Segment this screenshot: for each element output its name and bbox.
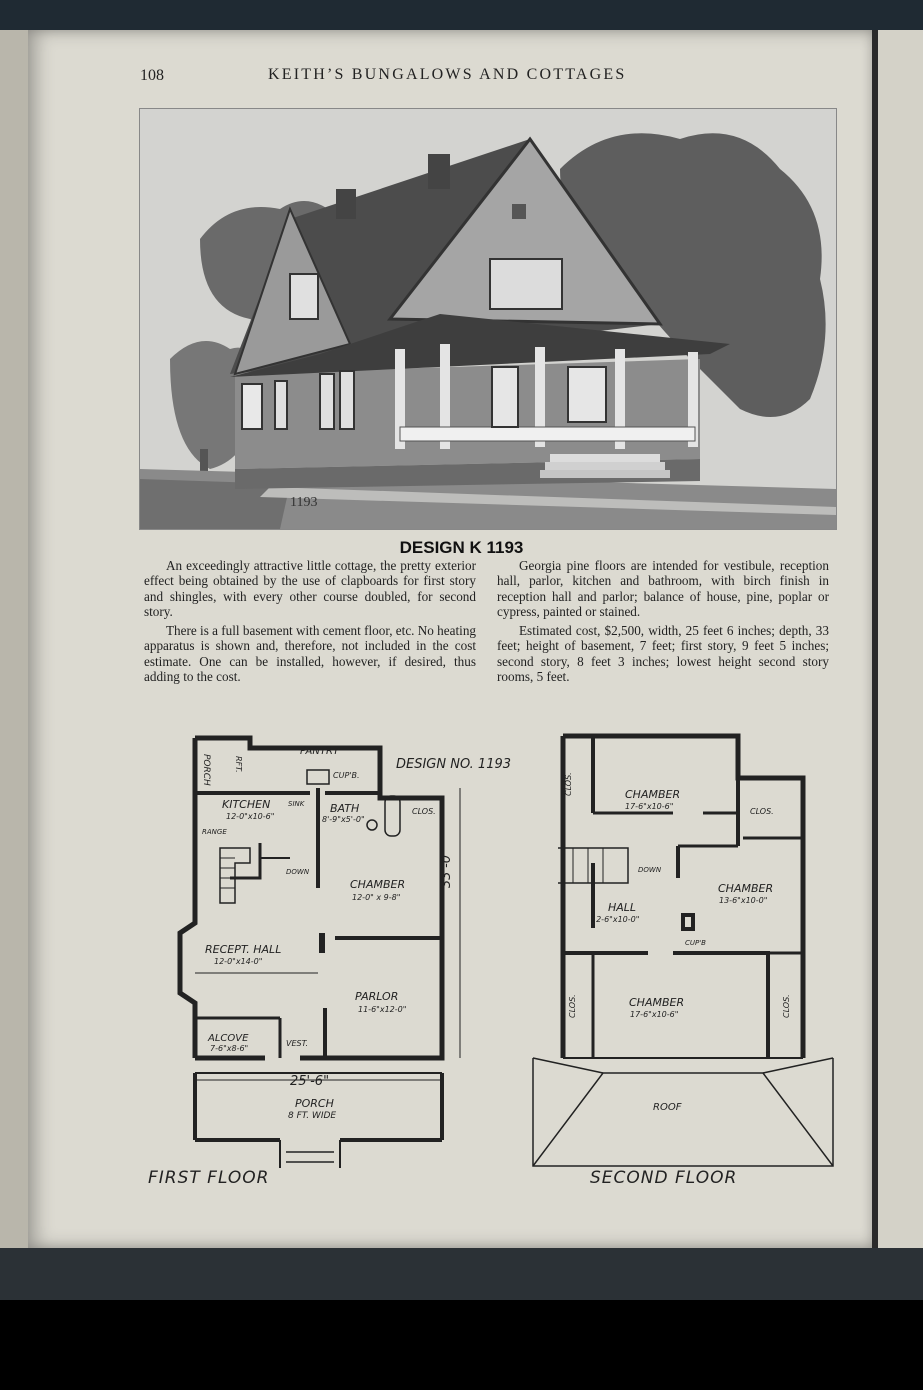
room-size-kitchen: 12-0"x10-6" bbox=[226, 812, 275, 821]
house-illustration bbox=[139, 108, 837, 530]
page-number: 108 bbox=[140, 67, 164, 84]
design-title: DESIGN K 1193 bbox=[399, 538, 524, 557]
room-size-chamber-3: 17-6"x10-6" bbox=[630, 1010, 679, 1019]
running-title: KEITH’S BUNGALOWS AND COTTAGES bbox=[268, 66, 627, 83]
room-label-range: RANGE bbox=[202, 828, 227, 836]
room-size-chamber-1: 17-6"x10-6" bbox=[625, 802, 674, 811]
drawing-number: 1193 bbox=[290, 495, 318, 510]
room-label-porch-small: PORCH bbox=[201, 754, 211, 786]
first-floor-drawing bbox=[150, 728, 512, 1168]
room-label-kitchen: KITCHEN bbox=[222, 798, 271, 811]
room-label-porch: PORCH bbox=[295, 1097, 334, 1110]
left-text-column bbox=[144, 558, 476, 688]
first-floor-caption: FIRST FLOOR bbox=[148, 1168, 270, 1188]
page-edge bbox=[0, 30, 28, 1248]
room-label-sink: SINK bbox=[288, 800, 305, 808]
label-down: DOWN bbox=[638, 866, 662, 874]
dimension-depth: 33'-0" bbox=[439, 848, 454, 888]
room-label-refrigerator: RFT. bbox=[234, 756, 243, 773]
room-size-chamber: 12-0" x 9-8" bbox=[352, 893, 401, 902]
room-label-cupboard: CUP'B. bbox=[333, 771, 360, 780]
room-label-bath: BATH bbox=[330, 802, 360, 815]
room-label-closet: CLOS. bbox=[412, 807, 436, 816]
room-size-chamber-2: 13-6"x10-0" bbox=[719, 896, 768, 905]
room-label-recept-hall: RECEPT. HALL bbox=[205, 943, 282, 956]
first-floor-plan bbox=[150, 728, 512, 1168]
room-label-cupb: CUP'B bbox=[685, 939, 706, 947]
facing-page-edge bbox=[878, 30, 923, 1248]
room-label-parlor: PARLOR bbox=[355, 990, 399, 1003]
house-drawing bbox=[140, 109, 836, 529]
room-label-clos-3: CLOS. bbox=[568, 994, 577, 1018]
room-label-chamber: CHAMBER bbox=[350, 878, 406, 891]
room-label-clos-4: CLOS. bbox=[782, 994, 791, 1018]
paragraph: There is a full basement with cement floor, etc. No heating apparatus is shown and, therefore, not included in the cost estimate. One can be installed, however, if desired, thus adding to the cost. bbox=[144, 623, 477, 685]
right-text-column bbox=[497, 558, 829, 688]
paragraph: Georgia pine floors are intended for vestibule, reception hall, parlor, kitchen and bathroom, with birch finish in reception hall and parlor; balance of house, pine, poplar or cypress, painted or stained. bbox=[497, 558, 829, 619]
second-floor-drawing bbox=[533, 728, 833, 1168]
room-size-porch: 8 FT. WIDE bbox=[288, 1111, 337, 1121]
room-label-chamber-1: CHAMBER bbox=[625, 788, 681, 801]
room-label-pantry: PANTRY bbox=[300, 746, 340, 757]
room-size-parlor: 11-6"x12-0" bbox=[358, 1005, 407, 1014]
label-down: DOWN bbox=[286, 868, 310, 876]
room-label-clos-1: CLOS. bbox=[564, 772, 573, 796]
paragraph: An exceedingly attractive little cottage, the pretty exterior effect being obtained by the use of clapboards for first story and shingles, with every other course doubled, for second story. bbox=[144, 558, 476, 619]
bottom-shadow bbox=[0, 1248, 923, 1300]
room-size-hall: 12-6"x10-0" bbox=[591, 915, 640, 924]
room-label-hall: HALL bbox=[608, 901, 637, 914]
paragraph: Estimated cost, $2,500, width, 25 feet 6 inches; depth, 33 feet; height of basement, 7 feet; first story, 9 feet 5 inches; second story, 8 feet 3 inches; lowest height second story rooms, 5 feet. bbox=[497, 623, 829, 685]
design-note: DESIGN NO. 1193 bbox=[396, 757, 512, 772]
dimension-width: 25'-6" bbox=[290, 1074, 330, 1089]
room-label-chamber-2: CHAMBER bbox=[718, 882, 774, 895]
room-label-clos-2: CLOS. bbox=[750, 807, 774, 816]
room-size-alcove: 7-6"x8-6" bbox=[210, 1044, 249, 1053]
room-size-bath: 8'-9"x5'-0" bbox=[322, 815, 365, 824]
room-label-roof: ROOF bbox=[653, 1102, 682, 1113]
room-label-vest: VEST. bbox=[286, 1039, 309, 1048]
second-floor-plan bbox=[533, 728, 833, 1168]
room-size-recept-hall: 12-0"x14-0" bbox=[214, 957, 263, 966]
room-label-alcove: ALCOVE bbox=[208, 1033, 249, 1044]
room-label-chamber-3: CHAMBER bbox=[629, 996, 685, 1009]
second-floor-caption: SECOND FLOOR bbox=[590, 1168, 738, 1188]
